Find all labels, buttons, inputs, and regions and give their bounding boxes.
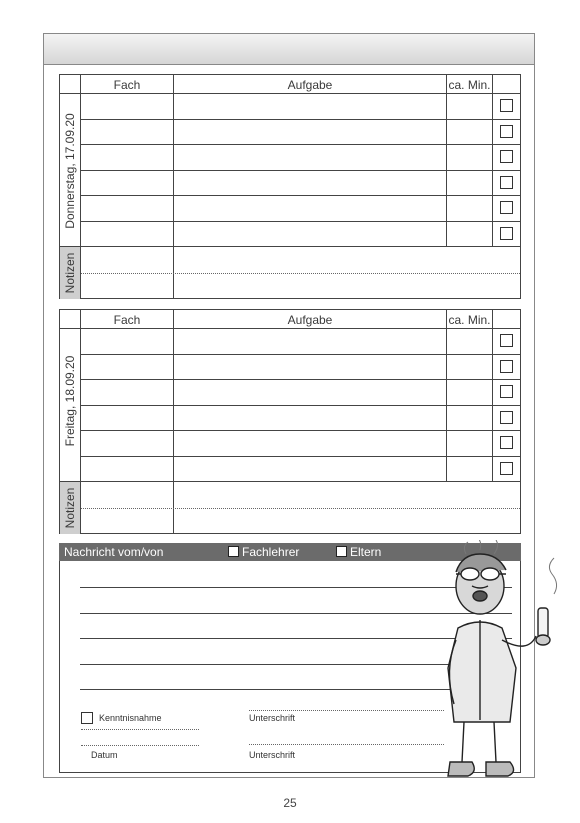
day-label: Donnerstag, 17.09.20	[63, 113, 77, 229]
col-minutes: ca. Min.	[448, 78, 491, 92]
col-subject: Fach	[113, 313, 141, 327]
task-checkbox[interactable]	[500, 334, 513, 347]
page-number: 25	[283, 796, 297, 810]
task-checkbox[interactable]	[500, 385, 513, 398]
task-checkbox[interactable]	[500, 360, 513, 373]
teacher-option-label: Fachlehrer	[242, 545, 300, 559]
notes-label: Notizen	[63, 487, 77, 529]
acknowledgement-checkbox[interactable]	[81, 712, 93, 724]
task-checkbox[interactable]	[500, 201, 513, 214]
day-label: Freitag, 18.09.20	[63, 355, 77, 447]
notes-label: Notizen	[63, 252, 77, 294]
task-checkbox[interactable]	[500, 411, 513, 424]
message-title: Nachricht vom/von	[64, 545, 164, 559]
col-task: Aufgabe	[287, 78, 333, 92]
scientist-illustration	[436, 540, 568, 786]
signature-label-1: Unterschrift	[249, 713, 296, 723]
col-task: Aufgabe	[287, 313, 333, 327]
parents-option-label: Eltern	[350, 545, 382, 559]
task-checkbox[interactable]	[500, 99, 513, 112]
acknowledgement-label: Kenntnisnahme	[99, 713, 162, 723]
col-minutes: ca. Min.	[448, 313, 491, 327]
signature-label-2: Unterschrift	[249, 750, 296, 760]
task-checkbox[interactable]	[500, 227, 513, 240]
task-checkbox[interactable]	[500, 462, 513, 475]
parents-checkbox[interactable]	[336, 546, 347, 557]
date-label: Datum	[91, 750, 118, 760]
header-bar	[43, 33, 535, 65]
task-checkbox[interactable]	[500, 125, 513, 138]
teacher-checkbox[interactable]	[228, 546, 239, 557]
task-checkbox[interactable]	[500, 436, 513, 449]
col-subject: Fach	[113, 78, 141, 92]
day-section-1	[59, 74, 521, 299]
day-section-2	[59, 309, 521, 534]
task-checkbox[interactable]	[500, 176, 513, 189]
task-checkbox[interactable]	[500, 150, 513, 163]
